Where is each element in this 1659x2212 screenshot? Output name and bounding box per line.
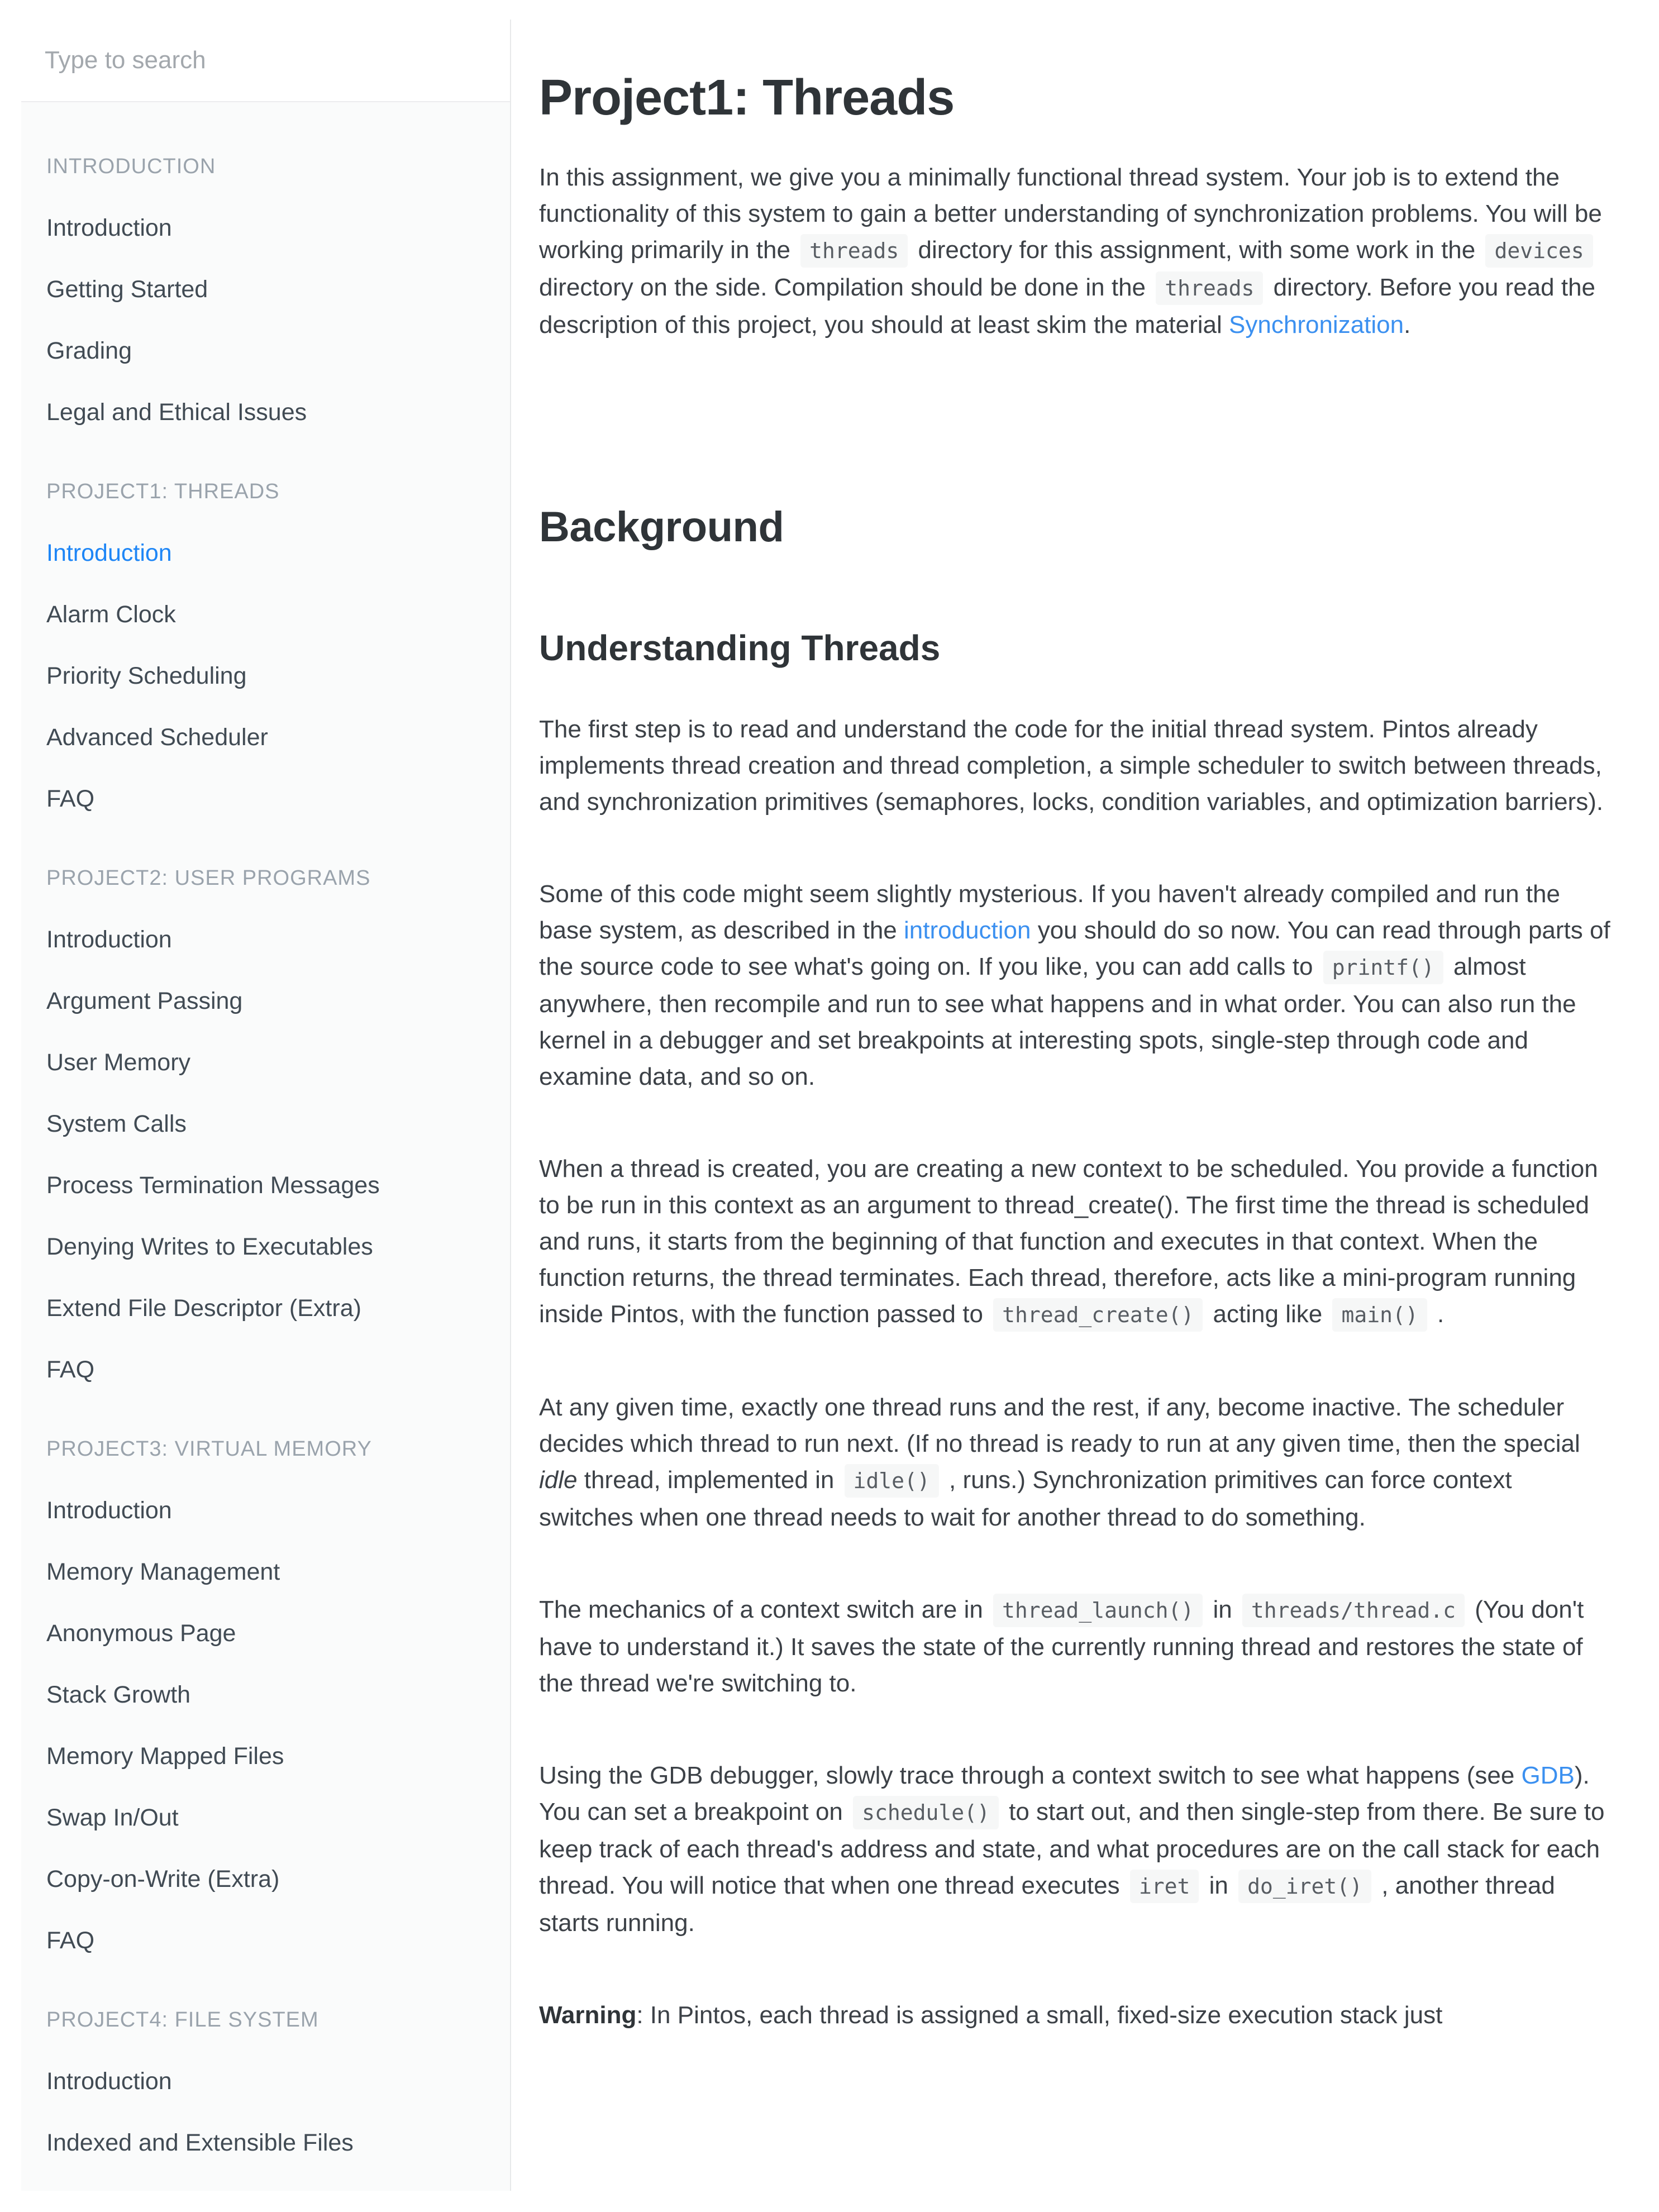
inline-code: thread_launch() (993, 1594, 1203, 1627)
inline-code: threads (800, 234, 908, 268)
inline-code: threads (1156, 271, 1263, 305)
paragraph: When a thread is created, you are creating a new context to be scheduled. You provide a function to be run in this context as an argument to thread_create(). The first time the thread is scheduled and runs, it starts from the beginning of that function and executes in that context. When the function returns, the thread terminates. Each thread, therefore, acts like a mini-program running inside Pintos, with the function passed to thread_create() acting like main() . (539, 1151, 1612, 1333)
sidebar-item-faq[interactable]: FAQ (46, 785, 95, 812)
inline-code: threads/thread.c (1242, 1594, 1465, 1627)
inline-code: printf() (1323, 951, 1443, 984)
paragraph: The mechanics of a context switch are in thread_launch() in threads/thread.c (You don't have to understand it.) It saves the state of the currently running thread and restores the state of the thread we're switching to. (539, 1591, 1612, 1701)
heading-understanding-threads: Understanding Threads (539, 628, 941, 669)
sidebar-section-header-project3-virtual-memory: PROJECT3: VIRTUAL MEMORY (46, 1437, 372, 1461)
page-title: Project1: Threads (539, 70, 955, 126)
content-body (539, 71, 1612, 2033)
sidebar-item-alarm-clock[interactable]: Alarm Clock (46, 600, 176, 628)
main-content (511, 0, 1659, 2212)
inline-code: main() (1332, 1298, 1427, 1332)
sidebar-item-swap-in-out[interactable]: Swap In/Out (46, 1804, 179, 1831)
inline-code: schedule() (853, 1796, 999, 1829)
sidebar-item-introduction[interactable]: Introduction (46, 539, 172, 566)
search-box (21, 20, 510, 102)
sidebar-item-extend-file-descriptor-extra[interactable]: Extend File Descriptor (Extra) (46, 1294, 361, 1322)
sidebar-item-stack-growth[interactable]: Stack Growth (46, 1681, 191, 1708)
sidebar-item-getting-started[interactable]: Getting Started (46, 275, 208, 303)
sidebar-item-user-memory[interactable]: User Memory (46, 1048, 191, 1076)
content-link-introduction[interactable]: introduction (904, 917, 1031, 945)
strong-text: Warning (539, 2001, 637, 2029)
heading-background: Background (539, 503, 784, 551)
sidebar-item-legal-and-ethical-issues[interactable]: Legal and Ethical Issues (46, 398, 307, 426)
sidebar-item-faq[interactable]: FAQ (46, 1356, 95, 1383)
sidebar-section-header-project1-threads: PROJECT1: THREADS (46, 479, 280, 503)
sidebar-item-grading[interactable]: Grading (46, 337, 132, 364)
sidebar-item-introduction[interactable]: Introduction (46, 2067, 172, 2095)
sidebar-item-introduction[interactable]: Introduction (46, 926, 172, 953)
sidebar-item-denying-writes-to-executables[interactable]: Denying Writes to Executables (46, 1233, 373, 1260)
sidebar-item-introduction[interactable]: Introduction (46, 1496, 172, 1524)
sidebar-item-process-termination-messages[interactable]: Process Termination Messages (46, 1171, 380, 1199)
sidebar-section-header-project4-file-system: PROJECT4: FILE SYSTEM (46, 2008, 319, 2032)
inline-code: devices (1485, 234, 1593, 268)
sidebar-item-introduction[interactable]: Introduction (46, 214, 172, 241)
emphasis-text: idle (539, 1466, 578, 1494)
content-link-gdb[interactable]: GDB (1521, 1762, 1575, 1790)
paragraph: Using the GDB debugger, slowly trace through a context switch to see what happens (see GDB). You can set a breakpoint on schedule() to start out, and then single-step from there. Be sure to keep track of each thread's address and state, and what procedures are on the call stack for each thread. You will notice that when one thread executes iret in do_iret() , another thread starts running. (539, 1762, 1605, 1937)
content-link-synchronization[interactable]: Synchronization (1229, 311, 1404, 339)
sidebar-item-anonymous-page[interactable]: Anonymous Page (46, 1619, 236, 1647)
sidebar-item-memory-mapped-files[interactable]: Memory Mapped Files (46, 1742, 284, 1770)
sidebar-item-faq[interactable]: FAQ (46, 1927, 95, 1954)
sidebar-item-copy-on-write-extra[interactable]: Copy-on-Write (Extra) (46, 1865, 280, 1892)
sidebar-item-advanced-scheduler[interactable]: Advanced Scheduler (46, 723, 268, 751)
sidebar-section-header-project2-user-programs: PROJECT2: USER PROGRAMS (46, 866, 371, 890)
paragraph: The first step is to read and understand the code for the initial thread system. Pintos already implements thread creation and thread completion, a simple scheduler to switch between threads, and synchronization primitives (semaphores, locks, condition variables, and optimization barriers). (539, 716, 1604, 816)
search-input[interactable] (44, 46, 488, 75)
sidebar-item-priority-scheduling[interactable]: Priority Scheduling (46, 662, 247, 689)
inline-code: do_iret() (1238, 1870, 1371, 1903)
inline-code: iret (1130, 1870, 1199, 1903)
paragraph: In this assignment, we give you a minimally functional thread system. Your job is to extend the functionality of this system to gain a better understanding of synchronization problems. You will be working primarily in the threads directory for this assignment, with some work in the devices directory on the side. Compilation should be done in the threads directory. Before you read the description of this project, you should at least skim the material Synchronization. (539, 163, 1602, 339)
sidebar-section-header-introduction: INTRODUCTION (46, 154, 216, 178)
paragraph: At any given time, exactly one thread runs and the rest, if any, become inactive. The scheduler decides which thread to run next. (If no thread is ready to run at any given time, then the special idle thread, implemented in idle() , runs.) Synchronization primitives can force context switches when one thread needs to wait for another thread to do something. (539, 1394, 1580, 1532)
sidebar-item-memory-management[interactable]: Memory Management (46, 1558, 280, 1585)
sidebar (21, 20, 511, 2191)
sidebar-item-argument-passing[interactable]: Argument Passing (46, 987, 243, 1014)
sidebar-item-indexed-and-extensible-files[interactable]: Indexed and Extensible Files (46, 2129, 354, 2156)
paragraph: Warning: In Pintos, each thread is assigned a small, fixed-size execution stack just (539, 2001, 1443, 2029)
sidebar-nav (21, 102, 510, 2173)
sidebar-item-system-calls[interactable]: System Calls (46, 1110, 187, 1137)
inline-code: idle() (845, 1464, 939, 1498)
paragraph: Some of this code might seem slightly mysterious. If you haven't already compiled and run the base system, as described in the introduction you should do so now. You can read through parts of the source code to see what's going on. If you like, you can add calls to printf() almost anywhere, then recompile and run to see what happens and in what order. You can also run the kernel in a debugger and set breakpoints at interesting spots, single-step through code and examine data, and so on. (539, 880, 1610, 1091)
inline-code: thread_create() (993, 1298, 1203, 1332)
